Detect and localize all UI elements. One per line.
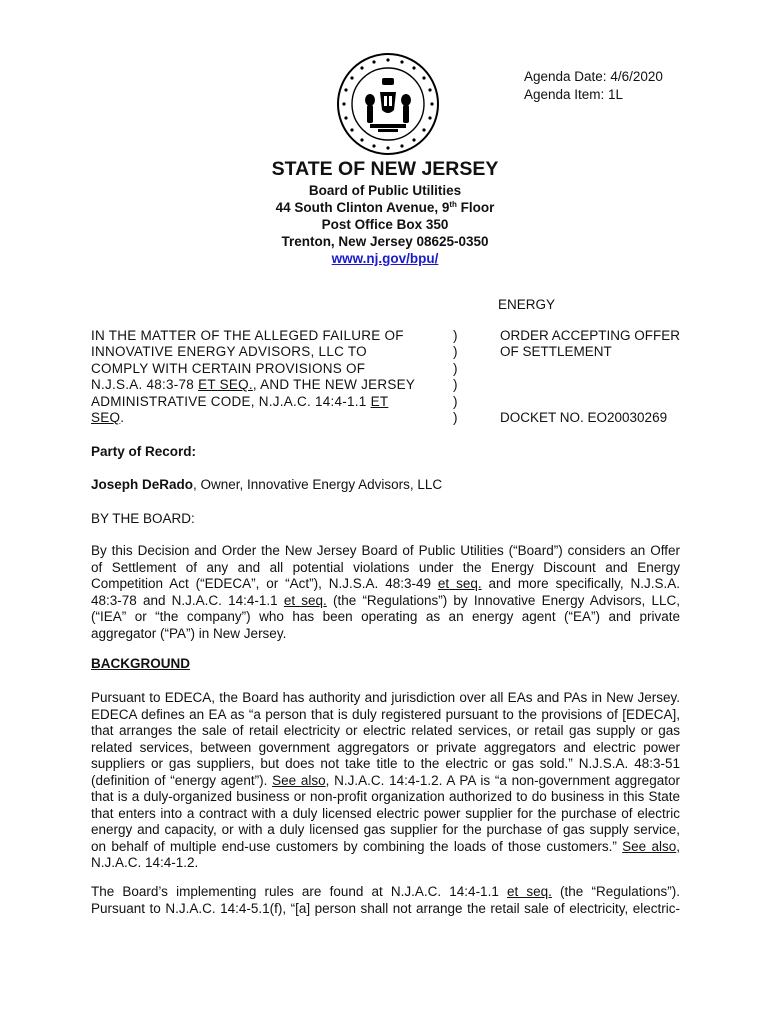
caption-line (91, 394, 443, 410)
text-run: on behalf of multiple end-use customers by combining the loads of those customers.” (91, 838, 623, 854)
address-text: 44 South Clinton Avenue, 9 (275, 200, 450, 215)
city-line: Trenton, New Jersey 08625-0350 (281, 234, 489, 249)
street-address (0, 199, 770, 216)
paren: ) (453, 360, 458, 376)
paren: ) (453, 410, 458, 426)
caption-underlined: ET (370, 393, 389, 409)
citation-underlined: See also (622, 838, 677, 854)
text-run: and more specifically, N.J.S.A. (481, 576, 681, 591)
citation-underlined: See also (272, 772, 326, 788)
paragraph-line (91, 884, 680, 901)
paragraph-line: EDECA defines an EA as “a person that is duly registered pursuant to the provisions of [EDECA], (91, 706, 680, 722)
paren: ) (453, 377, 458, 393)
implementing-paragraph (91, 884, 680, 917)
state-title: STATE OF NEW JERSEY (271, 158, 499, 180)
paragraph-line: related services, between government aggregators or private aggregators and electric power (91, 739, 680, 755)
paragraph-line: Pursuant to N.J.A.C. 14:4-5.1(f), “[a] person shall not arrange the retail sale of electricity, electric- (91, 900, 680, 916)
paragraph-line: Pursuant to EDECA, the Board has authority and jurisdiction over all EAs and PAs in New Jersey. (91, 690, 680, 705)
docket-number: DOCKET NO. EO20030269 (500, 410, 668, 425)
caption-line (91, 377, 443, 393)
caption-underlined: SEQ (91, 410, 121, 426)
party-of-record (91, 477, 680, 494)
paragraph-line: N.J.A.C. 14:4-1.2. (91, 855, 199, 870)
paren: ) (453, 344, 458, 360)
caption-text: ADMINISTRATIVE CODE, N.J.A.C. 14:4-1.1 (91, 393, 371, 409)
text-run: (the “Regulations”) by Innovative Energy Advisors, LLC, (326, 592, 681, 608)
citation-underlined: et seq. (283, 592, 327, 608)
caption-line: COMPLY WITH CERTAIN PROVISIONS OF (91, 360, 366, 376)
citation-underlined: et seq. (506, 884, 552, 899)
caption-matter (91, 328, 443, 426)
order-line: OF SETTLEMENT (500, 344, 612, 360)
caption-underlined: ET SEQ. (198, 377, 253, 393)
caption-line: IN THE MATTER OF THE ALLEGED FAILURE OF (91, 328, 404, 343)
po-box: Post Office Box 350 (321, 217, 449, 232)
paragraph-line: By this Decision and Order the New Jersey Board of Public Utilities (“Board”) considers an Offer (91, 543, 680, 558)
board-name: Board of Public Utilities (308, 183, 462, 198)
case-caption (91, 328, 770, 432)
website-link[interactable]: www.nj.gov/bpu/ (331, 251, 439, 266)
by-the-board: BY THE BOARD: (91, 511, 195, 526)
agenda-date: Agenda Date: 4/6/2020 (524, 69, 663, 84)
background-heading (91, 656, 680, 673)
text-run: (definition of “energy agent”). (91, 772, 273, 788)
agenda-block (524, 68, 663, 104)
party-name: Joseph DeRado (91, 477, 194, 492)
caption-text: . (120, 410, 125, 426)
category-label: ENERGY (498, 297, 556, 312)
party-role: , Owner, Innovative Energy Advisors, LLC (193, 477, 443, 492)
party-heading: Party of Record: (91, 444, 197, 459)
address-superscript: th (449, 200, 457, 209)
paragraph-line (91, 773, 680, 790)
text-run: , N.J.A.C. 14:4-1.2. A PA is “a non-government aggregator (325, 772, 680, 788)
citation-underlined: et seq. (437, 576, 482, 591)
paragraph-line: that is a duly-organized business or non-profit organization authorized to do business in this State (91, 789, 680, 804)
paragraph-line: aggregator (“PA”) in New Jersey. (91, 625, 287, 641)
text-run: The Board’s implementing rules are found at N.J.A.C. 14:4-1.1 (91, 884, 507, 899)
paragraph-line (91, 593, 680, 610)
intro-paragraph (91, 543, 680, 642)
text-run: 48:3-78 and N.J.A.C. 14:4-1.1 (91, 592, 284, 608)
text-run: , (676, 838, 680, 854)
paragraph-line: that enters into a contract with a duly licensed electric power supplier for the purchase of electric (91, 805, 680, 821)
agenda-item: Agenda Item: 1L (524, 87, 624, 102)
paragraph-line: of Settlement of any and all potential violations under the Energy Discount and Energy (91, 559, 680, 575)
order-line: ORDER ACCEPTING OFFER (500, 328, 681, 343)
caption-line (91, 410, 443, 426)
address-floor: Floor (456, 200, 495, 215)
text-run: Competition Act (“EDECA”, or “Act”), N.J.S.A. 48:3-49 (91, 576, 438, 591)
background-paragraph (91, 690, 680, 872)
caption-text: , AND THE NEW JERSEY (252, 377, 416, 393)
letterhead (0, 156, 770, 267)
paren: ) (453, 328, 458, 343)
caption-parentheses (453, 328, 458, 426)
paragraph-line (91, 576, 680, 593)
paragraph-line (91, 839, 680, 856)
paragraph-line: that arranges the sale of retail electricity or electric related services, or retail gas supply or gas (91, 723, 680, 738)
state-seal-icon (336, 52, 440, 156)
paragraph-line: (“IEA” or “the company”) who has been operating as an energy agent (“EA”) and private (91, 609, 680, 624)
caption-text: N.J.S.A. 48:3-78 (91, 377, 199, 393)
paragraph-line: suppliers or gas suppliers, but does not take title to the electric or gas sold.” N.J.S.A. 48:3-51 (91, 756, 680, 771)
order-title (500, 328, 680, 361)
caption-line: INNOVATIVE ENERGY ADVISORS, LLC TO (91, 344, 367, 360)
text-run: (the “Regulations”). (551, 884, 680, 899)
paragraph-line: energy and capacity, or with a duly licensed gas supplier for the purchase of gas supply service, (91, 822, 680, 837)
section-heading: BACKGROUND (91, 656, 190, 671)
paren: ) (453, 393, 458, 409)
